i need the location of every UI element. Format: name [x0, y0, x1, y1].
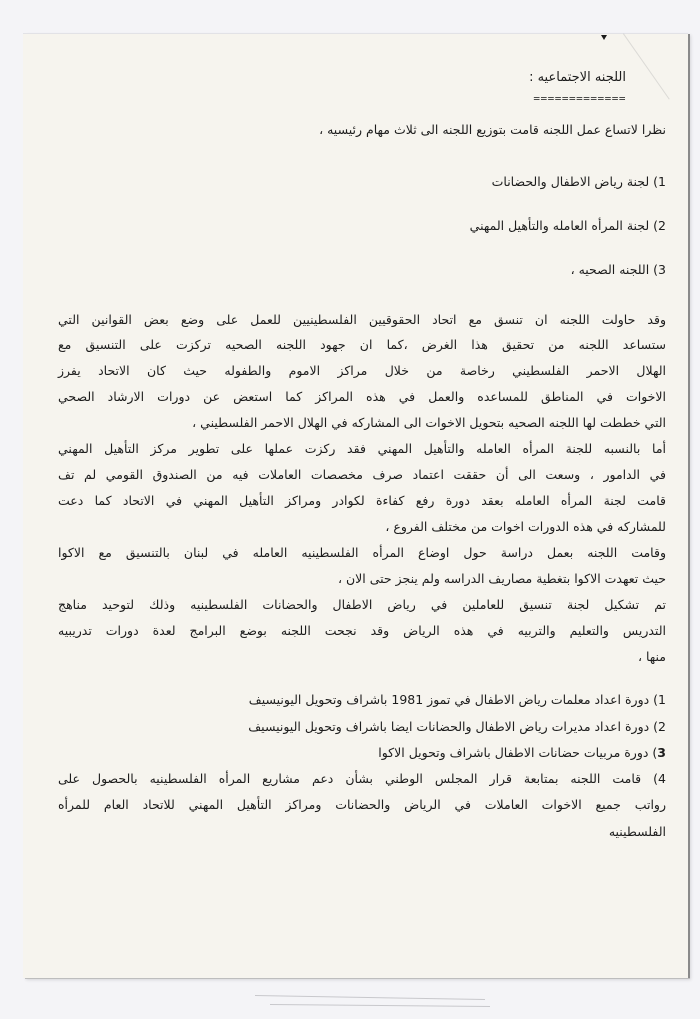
- ink-mark: [601, 35, 607, 40]
- heading-underline: =============: [533, 92, 626, 105]
- committee-number: 2: [658, 218, 666, 233]
- body-line: في الدامور ، وسعت الى أن حققت اعتماد صرف مخصصات العاملات فيه من الصندوق القومي لم تف: [58, 467, 666, 482]
- body-line: أما بالنسبه للجنة المرأه العامله والتأهيل المهني فقد ركزت عملها على تطوير مركز التأهيل المهني: [58, 441, 666, 456]
- course-number: 2: [658, 719, 666, 734]
- item-4-line: 4) قامت اللجنه بمتابعة قرار المجلس الوطني بشأن دعم مشاريع المرأه الفلسطينيه بالحصول على: [58, 771, 666, 786]
- committee-item-2: 2) لجنة المرأه العامله والتأهيل المهني: [469, 218, 666, 233]
- body-line: تم تشكيل لجنة تنسيق للعاملين في رياض الاطفال والحضانات الفلسطينيه وذلك لتوحيد مناهج: [58, 597, 666, 612]
- course-label: دورة اعداد معلمات رياض الاطفال في تموز 1981 باشراف وتحويل اليونيسيف: [248, 692, 650, 707]
- course-number: 3: [657, 745, 666, 760]
- paper-crease: [623, 33, 670, 99]
- course-label: دورة مربيات حضانات الاطفال باشراف وتحويل الاكوا: [378, 745, 649, 760]
- committee-number: 3: [658, 262, 666, 277]
- committee-label: لجنة المرأه العامله والتأهيل المهني: [469, 218, 650, 233]
- committee-item-3: 3) اللجنه الصحيه ،: [570, 262, 666, 277]
- item-4-line: رواتب جميع الاخوات العاملات في الرياض والحضانات ومراكز التأهيل المهني للاتحاد العام للمرأه: [58, 797, 666, 812]
- course-item-1: 1) دورة اعداد معلمات رياض الاطفال في تموز 1981 باشراف وتحويل اليونيسيف: [248, 692, 666, 707]
- pen-stroke: [270, 1004, 490, 1007]
- body-line: حيث تعهدت الاكوا بتغطية مصاريف الدراسه ولم ينجز حتى الان ،: [337, 571, 666, 586]
- item-4-number: 4: [658, 771, 666, 786]
- body-line: الاخوات في المناطق للمساعده والعمل في هذه المراكز كما استعض عن دورات الارشاد الصحي: [58, 389, 666, 404]
- committee-label: اللجنه الصحيه ،: [570, 262, 650, 277]
- committee-number: 1: [658, 174, 666, 189]
- item-4-line: الفلسطينيه: [608, 824, 666, 839]
- body-line: وقد حاولت اللجنه ان تنسق مع اتحاد الحقوقيين الفلسطينيين للعمل على وضع بعض القوانين التي: [58, 312, 666, 327]
- item-4-text: قامت اللجنه بمتابعة قرار المجلس الوطني بشأن دعم مشاريع المرأه الفلسطينيه بالحصول على: [58, 771, 642, 786]
- body-line: التي خططت لها اللجنه الصحيه بتحويل الاخوات الى المشاركه في الهلال الاحمر الفلسطيني ،: [192, 415, 666, 430]
- body-line: منها ،: [637, 649, 666, 664]
- committee-item-1: 1) لجنة رياض الاطفال والحضانات: [491, 174, 666, 189]
- course-item-3: 3) دورة مربيات حضانات الاطفال باشراف وتحويل الاكوا: [378, 745, 666, 760]
- intro-paragraph: نظرا لاتساع عمل اللجنه قامت بتوزيع اللجنه الى ثلاث مهام رئيسيه ،: [319, 122, 666, 137]
- body-line: قامت لجنة المرأه العامله بعقد دورة رفع كفاءة لكوادر ومراكز التأهيل المهني في الاتحاد كما دعت: [58, 493, 666, 508]
- course-number: 1: [658, 692, 666, 707]
- body-line: وقامت اللجنه بعمل دراسة حول اوضاع المرأه الفلسطينيه العامله في لبنان بالتنسيق مع الاكوا: [58, 545, 666, 560]
- section-heading: اللجنه الاجتماعيه :: [529, 70, 626, 85]
- page-edge-shadow: [688, 34, 690, 978]
- pen-stroke: [255, 995, 485, 1000]
- scanned-page: [23, 33, 688, 978]
- body-line: الهلال الاحمر الفلسطيني رخاصة من خلال مراكز الاموم والطفوله حيث كان الاتحاد يفرز: [58, 363, 666, 378]
- course-item-2: 2) دورة اعداد مديرات رياض الاطفال والحضانات ايضا باشراف وتحويل اليونيسيف: [248, 719, 666, 734]
- course-label: دورة اعداد مديرات رياض الاطفال والحضانات ايضا باشراف وتحويل اليونيسيف: [248, 719, 650, 734]
- body-line: التدريس والتعليم والتربيه في هذه الرياض وقد نجحت اللجنه بوضع البرامج لعدة دورات تدريبيه: [58, 623, 666, 638]
- committee-label: لجنة رياض الاطفال والحضانات: [491, 174, 650, 189]
- body-line: للمشاركه في هذه الدورات اخوات من مختلف الفروع ،: [385, 519, 666, 534]
- body-line: ستساعد اللجنه من تحقيق هذا الغرض ،كما ان جهود اللجنه الصحيه تركزت على التنسيق مع: [58, 337, 666, 352]
